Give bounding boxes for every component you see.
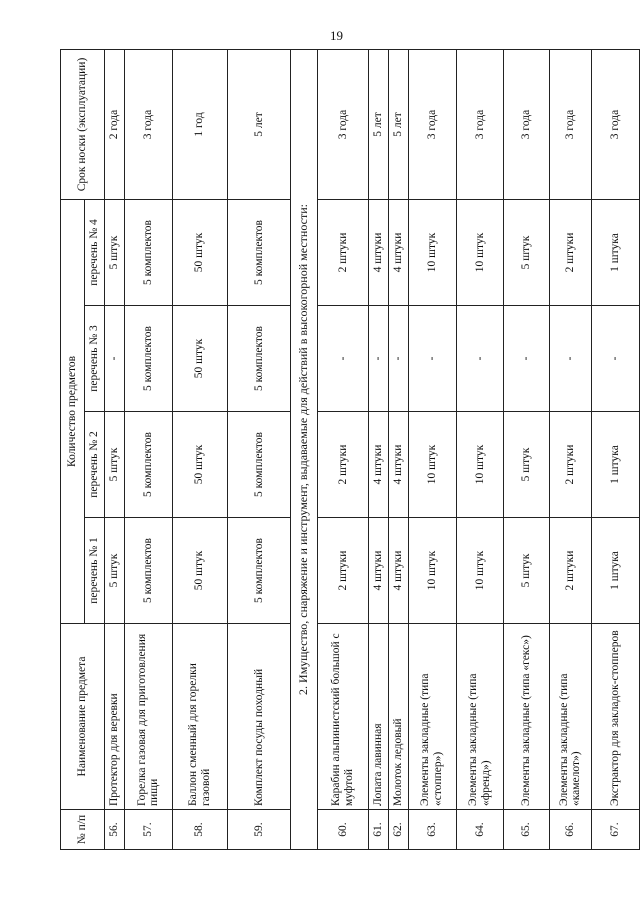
row-number: 64. bbox=[456, 810, 504, 850]
quantity-list-2: 2 штуки bbox=[549, 412, 592, 518]
item-name: Горелка газовая для приготовления пищи bbox=[125, 624, 173, 810]
item-name: Экстрактор для закладок-стопперов bbox=[592, 624, 640, 810]
table-body-b bbox=[318, 49, 640, 849]
item-name: Элементы закладные (типа «камелот») bbox=[549, 624, 592, 810]
table-row bbox=[318, 49, 368, 849]
quantity-list-3: 5 комплектов bbox=[228, 306, 291, 412]
table-row bbox=[592, 49, 640, 849]
quantity-list-1: 2 штуки bbox=[318, 518, 368, 624]
quantity-list-4: 5 штук bbox=[105, 199, 125, 305]
quantity-list-1: 5 комплектов bbox=[125, 518, 173, 624]
quantity-list-4: 4 штуки bbox=[368, 199, 388, 305]
item-name: Комплект посуды походный bbox=[228, 624, 291, 810]
item-name: Лопата лавинная bbox=[368, 624, 388, 810]
quantity-list-4: 4 штуки bbox=[388, 199, 408, 305]
item-name: Молоток ледовый bbox=[388, 624, 408, 810]
item-name: Элементы закладные (типа «гекс») bbox=[504, 624, 549, 810]
quantity-list-2: 4 штуки bbox=[388, 412, 408, 518]
wear-term: 3 года bbox=[592, 49, 640, 199]
quantity-list-2: 4 штуки bbox=[368, 412, 388, 518]
row-number: 62. bbox=[388, 810, 408, 850]
quantity-list-4: 5 штук bbox=[504, 199, 549, 305]
quantity-list-1: 5 штук bbox=[105, 518, 125, 624]
quantity-list-3: - bbox=[549, 306, 592, 412]
wear-term: 3 года bbox=[318, 49, 368, 199]
quantity-list-3: - bbox=[504, 306, 549, 412]
row-number: 65. bbox=[504, 810, 549, 850]
quantity-list-4: 5 комплектов bbox=[125, 199, 173, 305]
quantity-list-2: 10 штук bbox=[456, 412, 504, 518]
header-num: № п/п bbox=[61, 810, 105, 850]
wear-term: 3 года bbox=[125, 49, 173, 199]
header-list-4: перечень № 4 bbox=[85, 199, 105, 305]
row-number: 60. bbox=[318, 810, 368, 850]
quantity-list-3: - bbox=[456, 306, 504, 412]
section-row-group bbox=[290, 49, 318, 849]
quantity-list-4: 2 штуки bbox=[318, 199, 368, 305]
header-quantity: Количество предметов bbox=[61, 199, 85, 623]
row-number: 59. bbox=[228, 810, 291, 850]
quantity-list-2: 50 штук bbox=[172, 412, 227, 518]
quantity-list-2: 10 штук bbox=[408, 412, 456, 518]
quantity-list-3: - bbox=[388, 306, 408, 412]
quantity-list-4: 5 комплектов bbox=[228, 199, 291, 305]
row-number: 63. bbox=[408, 810, 456, 850]
item-name: Протектор для веревки bbox=[105, 624, 125, 810]
table-row bbox=[368, 49, 388, 849]
wear-term: 3 года bbox=[504, 49, 549, 199]
row-number: 67. bbox=[592, 810, 640, 850]
quantity-list-1: 50 штук bbox=[172, 518, 227, 624]
quantity-list-2: 1 штука bbox=[592, 412, 640, 518]
section-heading: 2. Имущество, снаряжение и инструмент, выдаваемые для действий в высокогорной местности: bbox=[290, 49, 318, 849]
quantity-list-3: - bbox=[592, 306, 640, 412]
quantity-list-3: 5 комплектов bbox=[125, 306, 173, 412]
quantity-list-2: 5 комплектов bbox=[228, 412, 291, 518]
item-name: Элементы закладные (типа «стоппер») bbox=[408, 624, 456, 810]
table-row bbox=[125, 49, 173, 849]
table-row bbox=[388, 49, 408, 849]
quantity-list-1: 5 комплектов bbox=[228, 518, 291, 624]
quantity-list-2: 5 штук bbox=[105, 412, 125, 518]
row-number: 56. bbox=[105, 810, 125, 850]
row-number: 61. bbox=[368, 810, 388, 850]
quantity-list-2: 2 штуки bbox=[318, 412, 368, 518]
table-row bbox=[105, 49, 125, 849]
row-number: 58. bbox=[172, 810, 227, 850]
quantity-list-4: 10 штук bbox=[456, 199, 504, 305]
item-name: Баллон сменный для горелки газовой bbox=[172, 624, 227, 810]
table-row bbox=[228, 49, 291, 849]
rotated-table-container bbox=[60, 50, 640, 850]
quantity-list-1: 1 штука bbox=[592, 518, 640, 624]
header-name: Наименование предмета bbox=[61, 624, 105, 810]
row-number: 66. bbox=[549, 810, 592, 850]
header-list-3: перечень № 3 bbox=[85, 306, 105, 412]
quantity-list-1: 4 штуки bbox=[388, 518, 408, 624]
row-number: 57. bbox=[125, 810, 173, 850]
page-number: 19 bbox=[330, 28, 343, 43]
table-row bbox=[172, 49, 227, 849]
table-row bbox=[408, 49, 456, 849]
wear-term: 1 год bbox=[172, 49, 227, 199]
wear-term: 2 года bbox=[105, 49, 125, 199]
quantity-list-3: - bbox=[105, 306, 125, 412]
table-row bbox=[504, 49, 549, 849]
wear-term: 5 лет bbox=[228, 49, 291, 199]
quantity-list-1: 2 штуки bbox=[549, 518, 592, 624]
quantity-list-1: 10 штук bbox=[456, 518, 504, 624]
quantity-list-3: 50 штук bbox=[172, 306, 227, 412]
quantity-list-3: - bbox=[368, 306, 388, 412]
quantity-list-1: 5 штук bbox=[504, 518, 549, 624]
wear-term: 5 лет bbox=[388, 49, 408, 199]
wear-term: 3 года bbox=[549, 49, 592, 199]
quantity-list-3: - bbox=[408, 306, 456, 412]
table-body-a bbox=[105, 49, 291, 849]
quantity-list-2: 5 комплектов bbox=[125, 412, 173, 518]
wear-term: 5 лет bbox=[368, 49, 388, 199]
equipment-table bbox=[60, 49, 640, 850]
quantity-list-4: 1 штука bbox=[592, 199, 640, 305]
item-name: Карабин альпинистский большой с муфтой bbox=[318, 624, 368, 810]
header-list-1: перечень № 1 bbox=[85, 518, 105, 624]
item-name: Элементы закладные (типа «френд») bbox=[456, 624, 504, 810]
quantity-list-3: - bbox=[318, 306, 368, 412]
quantity-list-1: 4 штуки bbox=[368, 518, 388, 624]
quantity-list-4: 10 штук bbox=[408, 199, 456, 305]
wear-term: 3 года bbox=[408, 49, 456, 199]
quantity-list-1: 10 штук bbox=[408, 518, 456, 624]
quantity-list-4: 50 штук bbox=[172, 199, 227, 305]
header-list-2: перечень № 2 bbox=[85, 412, 105, 518]
table-row bbox=[549, 49, 592, 849]
quantity-list-2: 5 штук bbox=[504, 412, 549, 518]
table-row bbox=[456, 49, 504, 849]
quantity-list-4: 2 штуки bbox=[549, 199, 592, 305]
wear-term: 3 года bbox=[456, 49, 504, 199]
header-term: Срок носки (эксплуатации) bbox=[61, 49, 105, 199]
